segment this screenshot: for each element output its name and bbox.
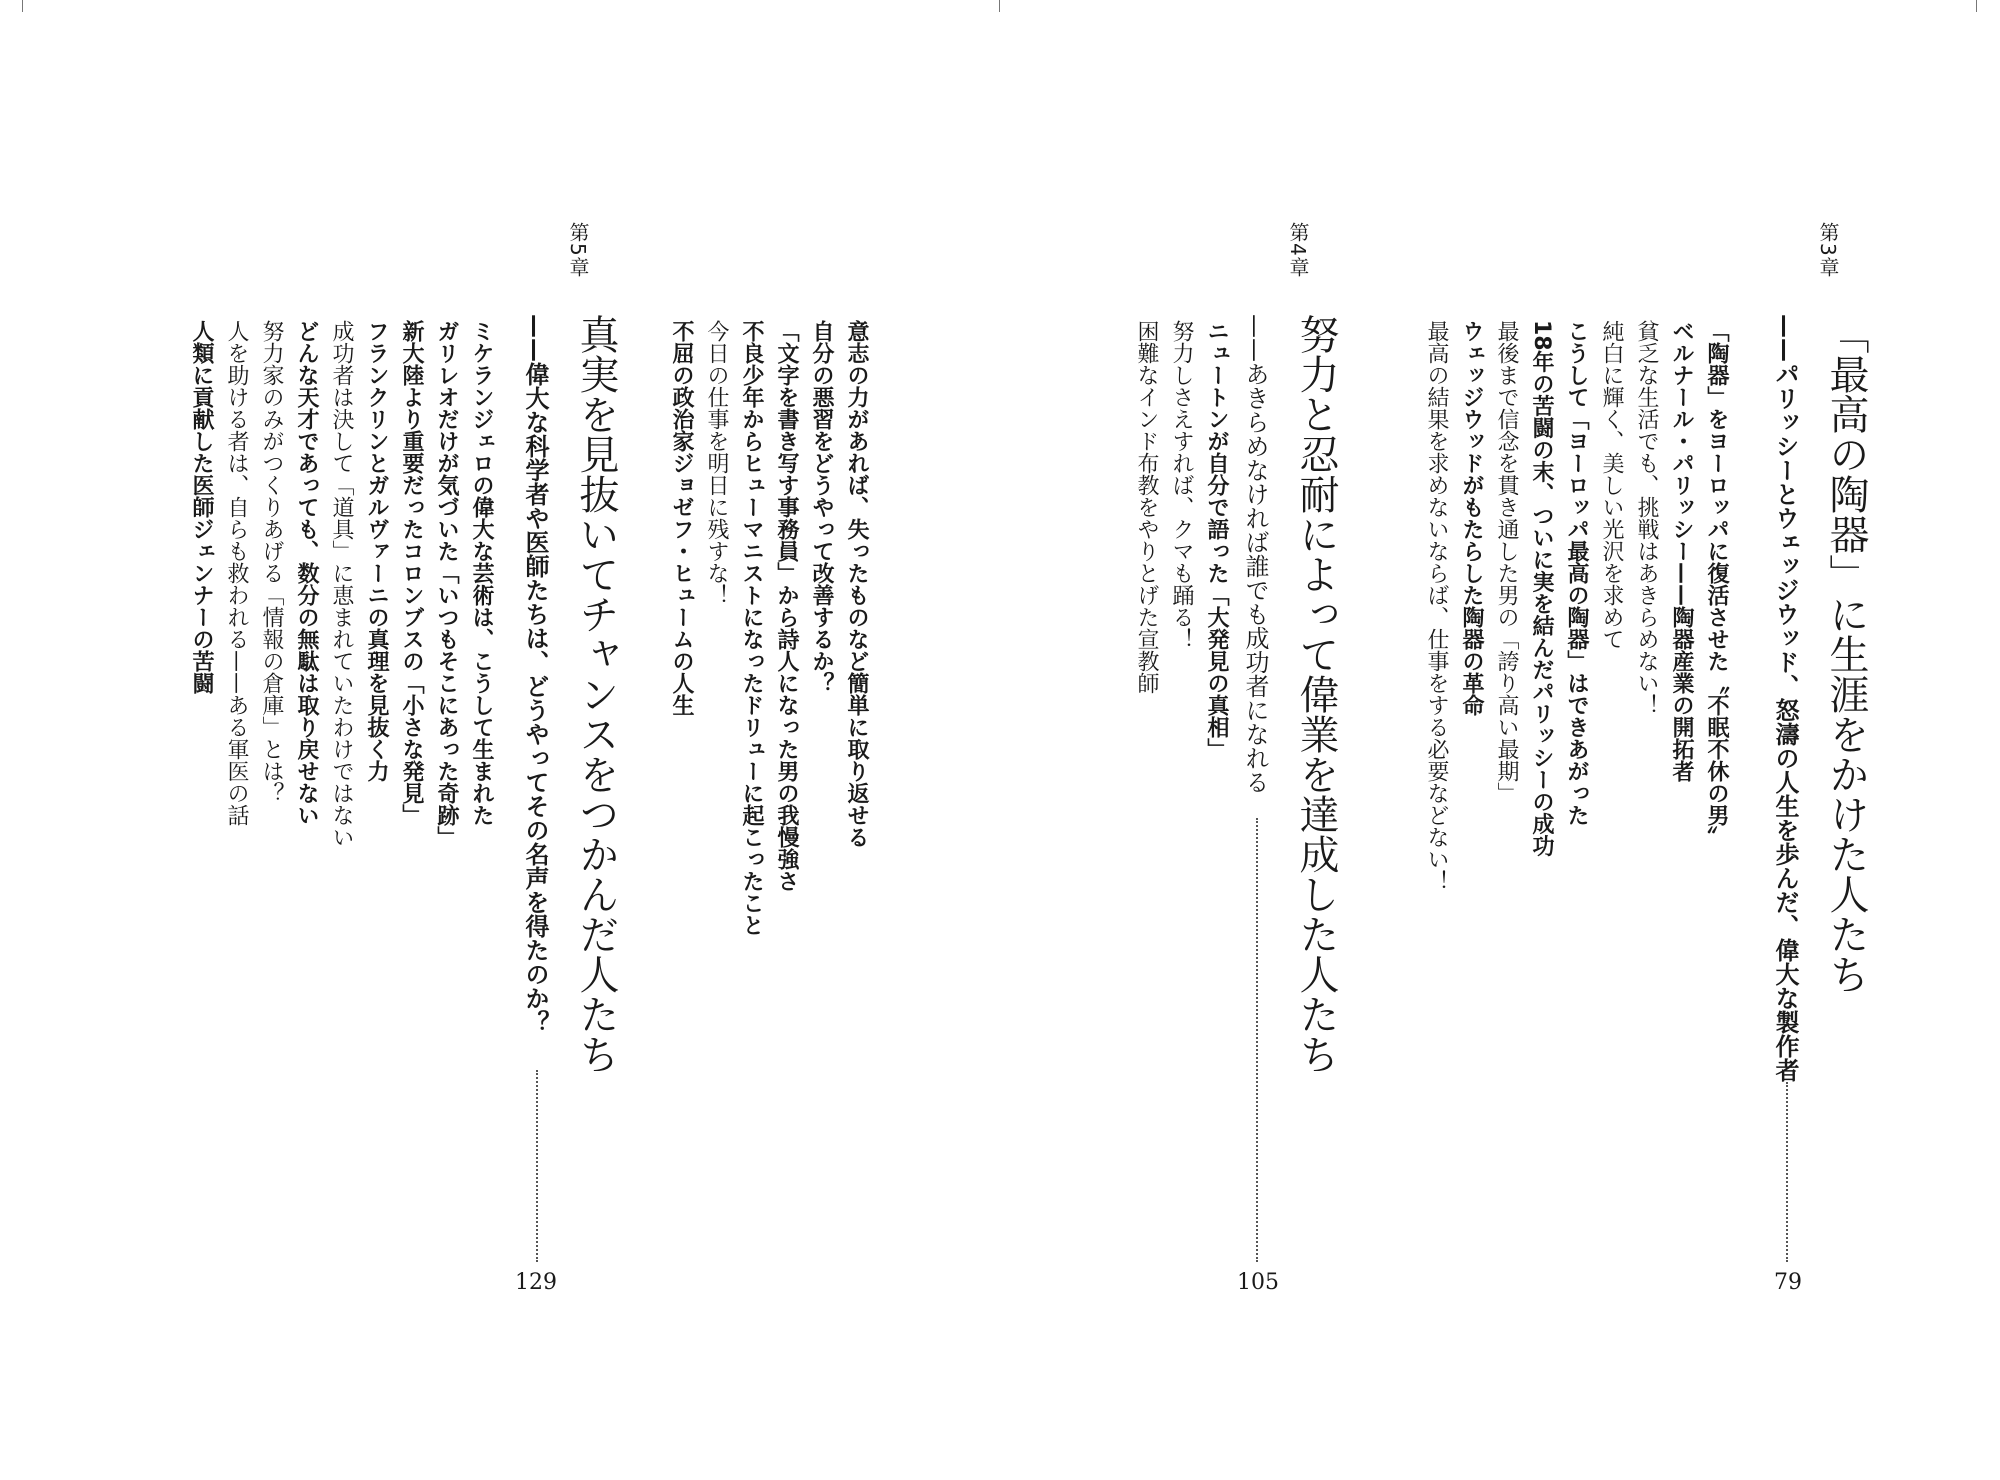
chapter-3-leader bbox=[1786, 1082, 1788, 1262]
chapter-5-subtitle: ——偉大な科学者や医師たちは、どうやってその名声を得たのか？ bbox=[521, 314, 549, 1034]
chapter-3-item-5: こうして「ヨーロッパ最高の陶器」はできあがった bbox=[1564, 320, 1589, 826]
chapter-5-item-6: どんな天才であっても、数分の無駄は取り戻せない bbox=[294, 320, 319, 826]
chapter-3-subtitle: ——パリッシーとウェッジウッド、怒濤の人生を歩んだ、偉大な製作者 bbox=[1771, 314, 1799, 1082]
crop-mark-center bbox=[999, 0, 1000, 12]
chapter-3-item-9: 最高の結果を求めないならば、仕事をする必要などない！ bbox=[1424, 320, 1449, 892]
chapter-4-item-1: ニュートンが自分で語った「大発見の真相」 bbox=[1204, 320, 1229, 760]
chapter-5-item-5: 成功者は決して「道具」に恵まれていたわけではない bbox=[329, 320, 354, 848]
chapter-4-item-2: 努力しさえすれば、クマも踊る！ bbox=[1169, 320, 1194, 650]
chapter-5-label: 第5章 bbox=[566, 222, 590, 278]
chapter-3-page-number: 79 bbox=[1774, 1270, 1802, 1295]
chapter-4-page-number: 105 bbox=[1237, 1270, 1279, 1295]
chapter-5-item-2: ガリレオだけが気づいた「いつもそこにあった奇跡」 bbox=[434, 320, 459, 848]
chapter-5-item-4: フランクリンとガルヴァーニの真理を見抜く力 bbox=[364, 320, 389, 782]
chapter-5-page-number: 129 bbox=[515, 1270, 557, 1295]
chapter-4-title: 努力と忍耐によって偉業を達成した人たち bbox=[1293, 314, 1339, 1074]
prev-item-3: 「文字を書き写す事務員」から詩人になった男の我慢強さ bbox=[774, 320, 799, 892]
prev-item-4: 不良少年からヒューマニストになったドリューに起こったこと bbox=[739, 320, 764, 936]
chapter-3-label: 第3章 bbox=[1816, 222, 1840, 278]
prev-item-5: 今日の仕事を明日に残すな！ bbox=[704, 320, 729, 606]
chapter-3-item-3: 貧乏な生活でも、挑戦はあきらめない！ bbox=[1634, 320, 1659, 716]
chapter-4-leader bbox=[1256, 818, 1258, 1262]
prev-item-6: 不屈の政治家ジョゼフ・ヒュームの人生 bbox=[669, 320, 694, 716]
chapter-5-item-9: 人類に貢献した医師ジェンナーの苦闘 bbox=[189, 320, 214, 694]
chapter-5-leader bbox=[536, 1070, 538, 1262]
crop-mark-left bbox=[22, 0, 23, 12]
prev-item-1: 意志の力があれば、失ったものなど簡単に取り返せる bbox=[844, 320, 869, 848]
chapter-5-item-8: 人を助ける者は、自らも救われる——ある軍医の話 bbox=[224, 320, 249, 826]
chapter-3-item-7: 最後まで信念を貫き通した男の「誇り高い最期」 bbox=[1494, 320, 1519, 804]
chapter-4-subtitle: ——あきらめなければ誰でも成功者になれる bbox=[1241, 314, 1269, 794]
chapter-4-item-3: 困難なインド布教をやりとげた宣教師 bbox=[1134, 320, 1159, 694]
chapter-3-title: 「最高の陶器」に生涯をかけた人たち bbox=[1823, 314, 1869, 994]
chapter-5-title: 真実を見抜いてチャンスをつかんだ人たち bbox=[573, 314, 619, 1074]
crop-mark-right bbox=[1976, 0, 1977, 12]
chapter-3-item-2: ベルナール・パリッシー——陶器産業の開拓者 bbox=[1669, 320, 1694, 782]
chapter-3-item-8: ウェッジウッドがもたらした陶器の革命 bbox=[1459, 320, 1484, 716]
prev-item-2: 自分の悪習をどうやって改善するか？ bbox=[809, 320, 834, 694]
chapter-3-item-4: 純白に輝く、美しい光沢を求めて bbox=[1599, 320, 1624, 650]
chapter-3-item-1: 「陶器」をヨーロッパに復活させた〝不眠不休の男〟 bbox=[1704, 320, 1729, 848]
chapter-5-item-1: ミケランジェロの偉大な芸術は、こうして生まれた bbox=[469, 320, 494, 826]
chapter-5-item-7: 努力家のみがつくりあげる「情報の倉庫」とは？ bbox=[259, 320, 284, 804]
chapter-5-item-3: 新大陸より重要だったコロンブスの「小さな発見」 bbox=[399, 320, 424, 826]
chapter-3-item-6: 18年の苦闘の末、ついに実を結んだパリッシーの成功 bbox=[1529, 320, 1554, 857]
chapter-4-label: 第4章 bbox=[1286, 222, 1310, 278]
